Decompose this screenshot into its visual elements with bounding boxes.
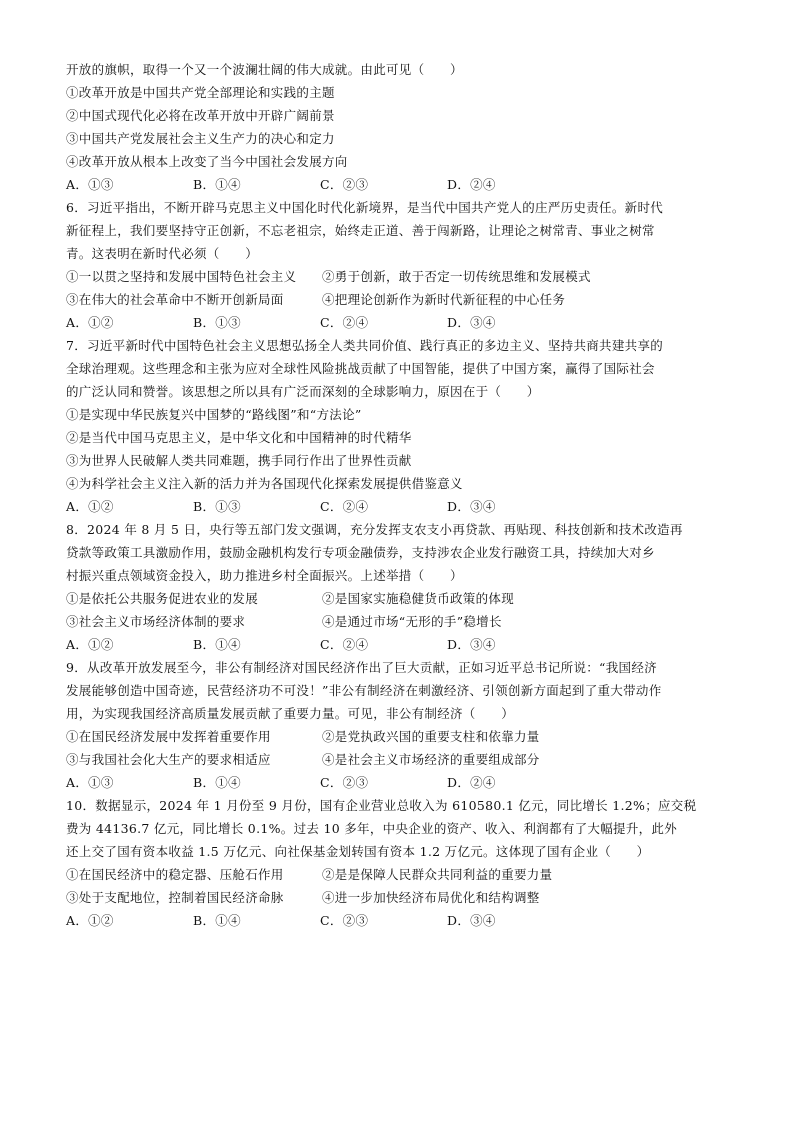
statement: ②勇于创新，敢于否定一切传统思维和发展模式 <box>322 269 591 284</box>
question-6 <box>66 196 730 334</box>
statement: ①是依托公共服务促进农业的发展 <box>66 591 259 606</box>
option-d[interactable]: D．③④ <box>447 913 496 928</box>
statement: ②是党执政兴国的重要支柱和依靠力量 <box>322 729 540 744</box>
statement: ③在伟大的社会革命中不断开创新局面 <box>66 292 284 307</box>
question-stem-line: 8．2024 年 8 月 5 日，央行等五部门发文强调，充分发挥支农支小再贷款、再贴现、科技创新和技术改造再 <box>66 522 683 537</box>
option-a[interactable]: A．①③ <box>66 775 114 790</box>
question-stem-line: 的广泛认同和赞誉。该思想之所以具有广泛而深刻的全球影响力，原因在于（ ） <box>66 384 540 399</box>
question-stem-line: 6．习近平指出，不断开辟马克思主义中国化时代化新境界，是当代中国共产党人的庄严历史责任。新时代 <box>66 200 664 215</box>
question-stem-line: 费为 44136.7 亿元，同比增长 0.1%。过去 10 多年，中央企业的资产、收入、利润都有了大幅提升，此外 <box>66 821 678 836</box>
option-b[interactable]: B．①④ <box>193 775 241 790</box>
statement-row <box>66 587 730 610</box>
option-c[interactable]: C．②④ <box>320 499 369 514</box>
option-c[interactable]: C．②③ <box>320 177 369 192</box>
question-stem-line: 新征程上，我们要坚持守正创新，不忘老祖宗，始终走正道、善于闯新路，让理论之树常青、事业之树常 <box>66 223 655 238</box>
statement: ②是国家实施稳健货币政策的体现 <box>322 591 515 606</box>
statement: ④进一步加快经济布局优化和结构调整 <box>322 890 540 905</box>
option-d[interactable]: D．③④ <box>447 315 496 330</box>
option-d[interactable]: D．③④ <box>447 499 496 514</box>
question-stem-line: 发展能够创造中国奇迹，民营经济功不可没！”非公有制经济在刺激经济、引领创新方面起到了重大带动作 <box>66 683 662 698</box>
question-10 <box>66 794 730 932</box>
option-b[interactable]: B．①④ <box>193 177 241 192</box>
statement-row <box>66 863 730 886</box>
statement: ①改革开放是中国共产党全部理论和实践的主题 <box>66 85 335 100</box>
statement: ④把理论创新作为新时代新征程的中心任务 <box>322 292 566 307</box>
option-c[interactable]: C．②④ <box>320 315 369 330</box>
exam-page <box>66 58 730 932</box>
answer-options <box>66 495 730 518</box>
statement: ①在国民经济中的稳定器、压舱石作用 <box>66 867 284 882</box>
option-a[interactable]: A．①② <box>66 913 114 928</box>
statement: ②是是保障人民群众共同利益的重要力量 <box>322 867 553 882</box>
option-a[interactable]: A．①③ <box>66 177 114 192</box>
question-stem-line: 10．数据显示，2024 年 1 月份至 9 月份，国有企业营业总收入为 610580.1 亿元，同比增长 1.2%；应交税 <box>66 798 697 813</box>
option-a[interactable]: A．①② <box>66 499 114 514</box>
answer-options <box>66 173 730 196</box>
question-9 <box>66 656 730 794</box>
answer-options <box>66 633 730 656</box>
option-b[interactable]: B．①④ <box>193 637 241 652</box>
question-8 <box>66 518 730 656</box>
statement-row <box>66 265 730 288</box>
statement: ②是当代中国马克思主义，是中华文化和中国精神的时代精华 <box>66 430 412 445</box>
statement-row <box>66 288 730 311</box>
statement-row <box>66 610 730 633</box>
question-5 <box>66 58 730 196</box>
statement: ①一以贯之坚持和发展中国特色社会主义 <box>66 269 297 284</box>
statement: ①是实现中华民族复兴中国梦的“路线图”和“方法论” <box>66 407 362 422</box>
option-b[interactable]: B．①④ <box>193 913 241 928</box>
statement: ④是通过市场“无形的手”稳增长 <box>322 614 502 629</box>
statement: ②中国式现代化必将在改革开放中开辟广阔前景 <box>66 108 335 123</box>
option-d[interactable]: D．③④ <box>447 637 496 652</box>
question-stem-line: 9．从改革开放发展至今，非公有制经济对国民经济作出了巨大贡献，正如习近平总书记所说：“我国经济 <box>66 660 657 675</box>
statement: ③中国共产党发展社会主义生产力的决心和定力 <box>66 131 335 146</box>
option-a[interactable]: A．①② <box>66 637 114 652</box>
question-stem-line: 全球治理观。这些理念和主张为应对全球性风险挑战贡献了中国智能，提供了中国方案，赢得了国际社会 <box>66 361 655 376</box>
statement: ④改革开放从根本上改变了当今中国社会发展方向 <box>66 154 348 169</box>
question-7 <box>66 334 730 518</box>
option-c[interactable]: C．②③ <box>320 913 369 928</box>
answer-options <box>66 311 730 334</box>
question-stem-line: 7．习近平新时代中国特色社会主义思想弘扬全人类共同价值、践行真正的多边主义、坚持共商共建共享的 <box>66 338 664 353</box>
statement-row <box>66 748 730 771</box>
question-stem-line: 用，为实现我国经济高质量发展贡献了重要力量。可见，非公有制经济（ ） <box>66 706 515 721</box>
question-stem-line: 还上交了国有资本收益 1.5 万亿元、向社保基金划转国有资本 1.2 万亿元。这体现了国有企业（ ） <box>66 844 650 859</box>
option-b[interactable]: B．①③ <box>193 499 241 514</box>
answer-options <box>66 909 730 932</box>
statement: ④是社会主义市场经济的重要组成部分 <box>322 752 540 767</box>
statement: ③为世界人民破解人类共同难题，携手同行作出了世界性贡献 <box>66 453 412 468</box>
question-stem: 开放的旗帜，取得一个又一个波澜壮阔的伟大成就。由此可见（ ） <box>66 62 463 77</box>
statement: ③与我国社会化大生产的要求相适应 <box>66 752 271 767</box>
statement: ③社会主义市场经济体制的要求 <box>66 614 246 629</box>
option-c[interactable]: C．②④ <box>320 637 369 652</box>
question-stem-line: 贷款等政策工具激励作用，鼓励金融机构发行专项金融债券，支持涉农企业发行融资工具，持续加大对乡 <box>66 545 655 560</box>
option-d[interactable]: D．②④ <box>447 775 496 790</box>
statement: ④为科学社会主义注入新的活力并为各国现代化探索发展提供借鉴意义 <box>66 476 463 491</box>
option-c[interactable]: C．②③ <box>320 775 369 790</box>
option-b[interactable]: B．①③ <box>193 315 241 330</box>
question-stem-line: 青。这表明在新时代必须（ ） <box>66 246 259 261</box>
option-d[interactable]: D．②④ <box>447 177 496 192</box>
question-stem-line: 村振兴重点领域资金投入，助力推进乡村全面振兴。上述举措（ ） <box>66 568 463 583</box>
statement: ①在国民经济发展中发挥着重要作用 <box>66 729 271 744</box>
answer-options <box>66 771 730 794</box>
option-a[interactable]: A．①② <box>66 315 114 330</box>
statement-row <box>66 725 730 748</box>
statement-row <box>66 886 730 909</box>
statement: ③处于支配地位，控制着国民经济命脉 <box>66 890 284 905</box>
